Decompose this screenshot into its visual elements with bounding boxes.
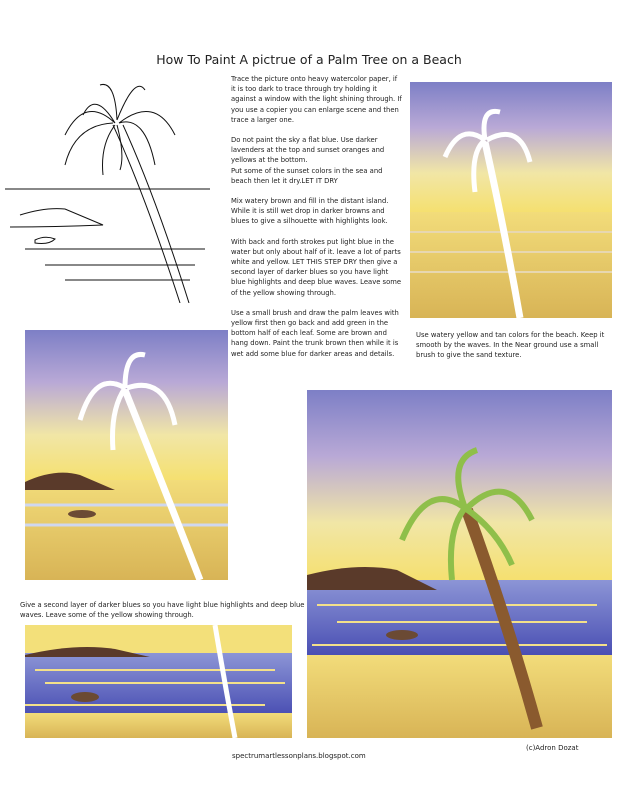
instruction-palm: Use a small brush and draw the palm leaves with yellow first then go back and add green in the bottom half of each leaf. Some are brown and hang down. Paint the trunk brown then while it is wet add some blue for darker areas and details.: [231, 308, 399, 358]
instruction-sky: Do not paint the sky a flat blue. Use darker lavenders at the top and sunset oranges and yellows at the bottom. Put some of the sunset colors in the sea and beach then let it dry.LET IT DRY: [231, 136, 385, 185]
painting-sky-step: [410, 82, 612, 318]
painting-island-step: [25, 330, 228, 580]
instructions-column: [231, 74, 403, 359]
copyright: (c)Adron Dozat: [526, 744, 579, 752]
line-drawing-sketch: [5, 75, 217, 303]
painting-finished-palm: [307, 390, 612, 738]
website-url[interactable]: spectrumartlessonplans.blogspot.com: [232, 752, 366, 760]
waves-caption: Give a second layer of darker blues so you have light blue highlights and deep blue waves. Leave some of the yellow showing through.: [20, 601, 305, 620]
instruction-water: With back and forth strokes put light blue in the water but only about half of it. leave a lot of parts white and yellow. LET THIS STEP DRY then give a second layer of darker blues so you have light blue highlights and deep blue waves. Leave some of the yellow showing through.: [231, 237, 402, 297]
instruction-island: Mix watery brown and fill in the distant island. While it is still wet drop in darker browns and blues to give a silhouette with highlights look.: [231, 197, 389, 226]
instruction-trace: Trace the picture onto heavy watercolor paper, if it is too dark to trace through try holding it against a window with the light shining through. If you use a copier you can enlarge scene and then trace a larger one.: [231, 75, 402, 124]
beach-caption: Use watery yellow and tan colors for the beach. Keep it smooth by the waves. In the Near ground use a small brush to give the sand texture.: [416, 331, 605, 360]
painting-waves-detail: [25, 625, 292, 738]
page-title: How To Paint A pictrue of a Palm Tree on a Beach: [156, 52, 462, 67]
